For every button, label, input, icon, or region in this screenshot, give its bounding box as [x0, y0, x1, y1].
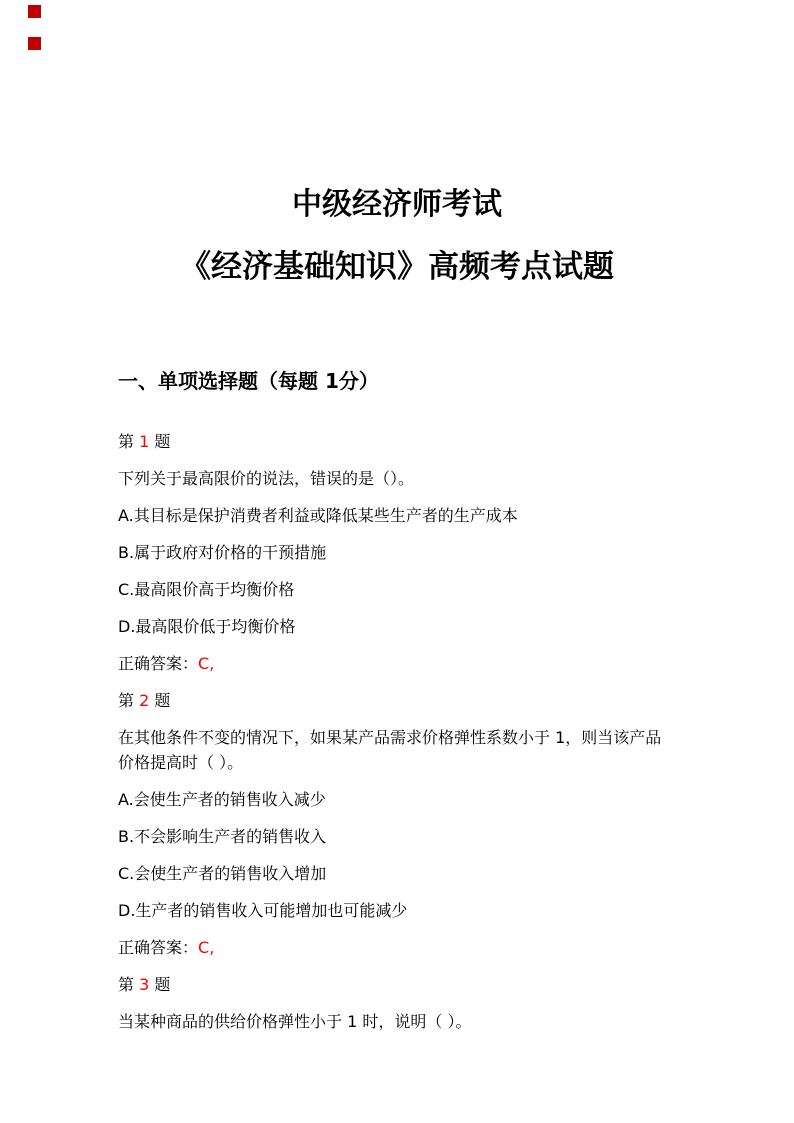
option-d: D.最高限价低于均衡价格 [118, 617, 296, 636]
option-c: C.最高限价高于均衡价格 [118, 580, 295, 599]
answer-label: 正确答案： [118, 654, 199, 673]
question-number: 2 [139, 691, 150, 710]
question-number-prefix: 第 [118, 432, 140, 451]
section-heading: 一、单项选择题（每题 1分） [118, 369, 379, 393]
question-number-line [118, 972, 676, 997]
question-number: 1 [139, 432, 150, 451]
question-number-suffix: 题 [149, 432, 171, 451]
question-text: 在其他条件不变的情况下，如果某产品需求价格弹性系数小于 1，则当该产品价格提高时（ ）。 [118, 728, 662, 772]
page-title-line2: 《经济基础知识》高频考点试题 [180, 249, 614, 285]
option-c: C.会使生产者的销售收入增加 [118, 864, 327, 883]
option-a: A.其目标是保护消费者利益或降低某些生产者的生产成本 [118, 506, 518, 525]
question-text: 当某种商品的供给价格弹性小于 1 时，说明（ ）。 [118, 1012, 472, 1031]
red-square-marker [28, 37, 41, 50]
question-number: 3 [139, 975, 150, 994]
red-square-marker [28, 5, 41, 18]
document-page [118, 0, 676, 1046]
option-a: A.会使生产者的销售收入减少 [118, 790, 326, 809]
question-number-line [118, 429, 676, 454]
answer-value: C, [198, 938, 215, 957]
question-text: 下列关于最高限价的说法，错误的是（）。 [118, 469, 415, 488]
option-d: D.生产者的销售收入可能增加也可能减少 [118, 901, 408, 920]
question-number-line [118, 688, 676, 713]
option-b: B.不会影响生产者的销售收入 [118, 827, 327, 846]
answer-line [118, 651, 676, 676]
answer-label: 正确答案： [118, 938, 199, 957]
page-title-line1: 中级经济师考试 [292, 187, 502, 222]
questions-area [118, 429, 676, 1034]
answer-value: C, [198, 654, 215, 673]
question-number-prefix: 第 [118, 975, 140, 994]
question-number-prefix: 第 [118, 691, 140, 710]
question-number-suffix: 题 [149, 691, 171, 710]
question-number-suffix: 题 [149, 975, 171, 994]
option-b: B.属于政府对价格的干预措施 [118, 543, 327, 562]
answer-line [118, 935, 676, 960]
